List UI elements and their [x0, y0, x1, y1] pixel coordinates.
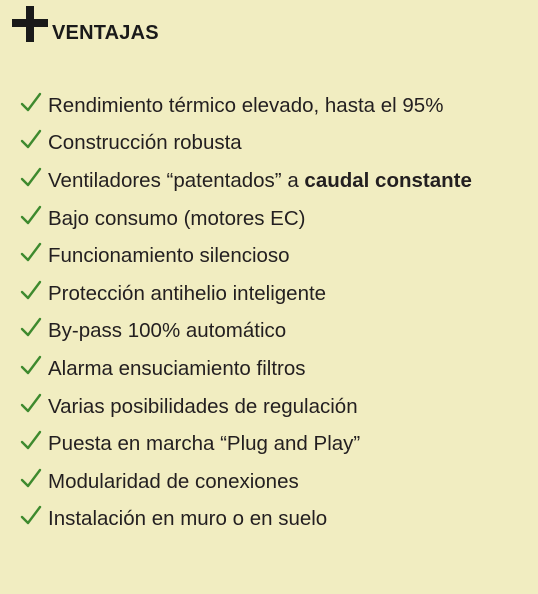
section-header — [12, 6, 159, 42]
advantages-list — [20, 87, 472, 538]
list-item — [20, 237, 472, 275]
check-icon — [20, 355, 42, 377]
list-item-text: Puesta en marcha “Plug and Play” — [48, 432, 361, 456]
list-item — [20, 388, 472, 426]
check-icon — [20, 505, 42, 527]
check-icon — [20, 280, 42, 302]
list-item — [20, 200, 472, 238]
list-item-text-regular: Ventiladores “patentados” a — [48, 168, 305, 192]
list-item-text: Protección antihelio inteligente — [48, 281, 327, 305]
list-item-text: Bajo consumo (motores EC) — [48, 206, 306, 230]
list-item-text — [48, 169, 472, 193]
list-item — [20, 463, 472, 501]
list-item — [20, 275, 472, 313]
list-item — [20, 350, 472, 388]
list-item-text: By-pass 100% automático — [48, 319, 287, 343]
list-item-text: Alarma ensuciamiento filtros — [48, 356, 306, 380]
list-item-text: Rendimiento térmico elevado, hasta el 95% — [48, 93, 444, 117]
list-item-text: Varias posibilidades de regulación — [48, 394, 358, 418]
check-icon — [20, 430, 42, 452]
list-item — [20, 162, 472, 200]
check-icon — [20, 317, 42, 339]
list-item — [20, 425, 472, 463]
list-item-text: Funcionamiento silencioso — [48, 244, 290, 268]
list-item-text-bold: caudal constante — [304, 168, 472, 192]
check-icon — [20, 393, 42, 415]
check-icon — [20, 167, 42, 189]
list-item — [20, 125, 472, 163]
plus-icon — [12, 6, 48, 42]
list-item-text: Modularidad de conexiones — [48, 469, 299, 493]
check-icon — [20, 129, 42, 151]
list-item — [20, 501, 472, 539]
list-item — [20, 313, 472, 351]
list-item-text: Instalación en muro o en suelo — [48, 507, 328, 531]
check-icon — [20, 468, 42, 490]
list-item-text: Construcción robusta — [48, 131, 242, 155]
list-item — [20, 87, 472, 125]
check-icon — [20, 92, 42, 114]
section-title: VENTAJAS — [52, 22, 159, 44]
check-icon — [20, 242, 42, 264]
check-icon — [20, 205, 42, 227]
